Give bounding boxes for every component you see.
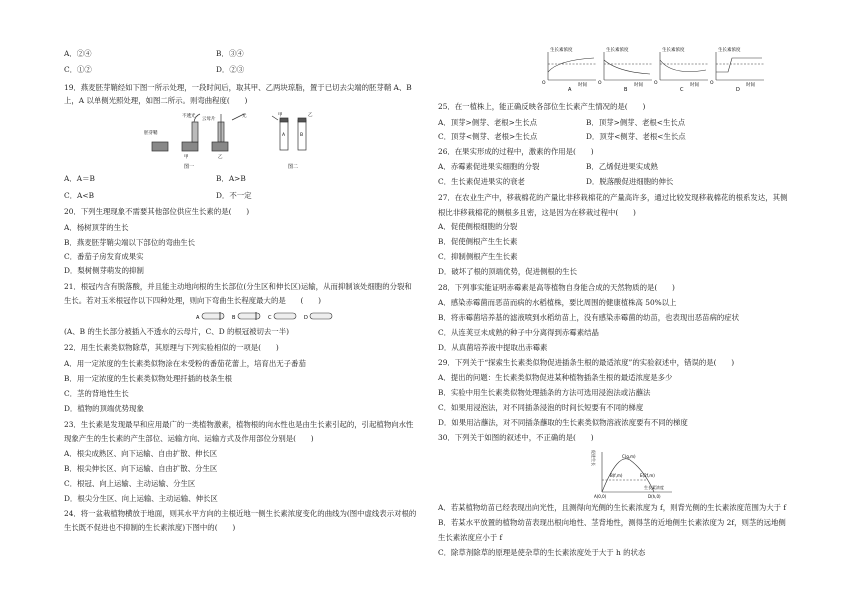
q24-ylab-c: 生长素浓度 bbox=[662, 48, 685, 53]
q27-stem-line2: 根比非移栽棉花的侧根多且密，这是因为在移栽过程中( ) bbox=[438, 208, 636, 217]
q28-option-a: A．感染赤霉菌而恶苗而病的水稻植株，要比周围的健康植株高 50%以上 bbox=[438, 298, 677, 307]
q25-option-b: B．顶芽>侧芽、老根<生长点 bbox=[586, 118, 686, 127]
q19-stem-line1: 19．燕麦胚芽鞘经如下图一所示处理，一段时间后，取其甲、乙两块琼脂，置于已切去尖端的胚芽鞘 A、B bbox=[64, 83, 412, 92]
q30-option-c: C．除草剂除草的原理是使杂草的生长素浓度处于大于 h 的状态 bbox=[438, 548, 646, 557]
q19-label-mica: 云母片 bbox=[202, 117, 216, 122]
q19-label-jia2: 甲 bbox=[278, 113, 283, 118]
q23-stem-line2: 现象产生的生长素的产生部位、运输方向、运输方式及作用部位分别是( ) bbox=[64, 434, 314, 443]
q28-option-c: C．从连荚豆未成熟的种子中分离得到赤霉素结晶 bbox=[438, 328, 599, 337]
q24-xlab-c: 时间 bbox=[690, 83, 699, 88]
q25-option-c: C．顶芽<侧芽、老根>生长点 bbox=[438, 132, 538, 141]
q30-figure bbox=[588, 448, 680, 500]
q20-option-d: D．梨树侧芽萌发的抑制 bbox=[64, 266, 144, 275]
q23-stem-line1: 23．生长素是发现最早和应用最广的一类植物激素，植物根的向水性也是由生长素引起的，引起植物向水性 bbox=[64, 420, 414, 429]
q24-panel-c: C bbox=[680, 87, 684, 92]
q26-option-c: C．生长素促进果实的衰老 bbox=[438, 177, 525, 186]
q20-option-b: B．燕麦胚芽鞘尖端以下部位的弯曲生长 bbox=[64, 238, 196, 247]
q24-panel-b: B bbox=[624, 87, 628, 92]
q26-option-a: A．赤霉素促进果实细胞的分裂 bbox=[438, 162, 540, 171]
q24-stem-line1: 24．将一盆栽植物横放于地面，则其水平方向的主根近地一侧生长素浓度变化的曲线为(图中虚线表示对根的 bbox=[64, 509, 417, 518]
q19-option-a: A．A＝B bbox=[64, 174, 95, 183]
q30-option-b-line1: B．若某水平放置的植物幼苗表现出根向地性、茎背地性，测得茎的近地侧生长素浓度为 2f，则茎的远地侧 bbox=[438, 518, 786, 527]
q30-point-e: E(2f,m) bbox=[640, 473, 655, 478]
q30-stem: 30．下列关于如图的叙述中，不正确的是( ) bbox=[438, 433, 594, 442]
q30-option-a: A．若某植物幼苗已经表现出向光性，且测得向光侧的生长素浓度为 f，则背光侧的生长素浓度范围为大于 f bbox=[438, 503, 787, 512]
q19-label-yi2: 乙 bbox=[308, 113, 313, 118]
q29-option-c: C．如果用浸泡法，对不同插条浸泡的时间长短要有不同的梯度 bbox=[438, 403, 644, 412]
q24-figure bbox=[538, 46, 778, 92]
q27-option-c: C．抑制侧根产生生长素 bbox=[438, 252, 518, 261]
q30-point-a: A(0,0) bbox=[594, 494, 607, 499]
q18-option-b: B．③④ bbox=[216, 49, 244, 58]
q25-option-a: A．顶芽>侧芽、老根>生长点 bbox=[438, 118, 538, 127]
q24-origin-d: O bbox=[710, 81, 714, 86]
q29-option-a: A．提出的问题：生长素类似物促进某种植物插条生根的最适浓度是多少 bbox=[438, 373, 673, 382]
q23-option-d: D．根尖分生区、向上运输、主动运输、伸长区 bbox=[64, 494, 218, 503]
q24-ylab-d: 生长素浓度 bbox=[718, 48, 741, 53]
q20-stem: 20．下列生理现象不需要其他部位供应生长素的是( ) bbox=[64, 207, 250, 216]
q19-label-B: B bbox=[300, 133, 304, 138]
q26-option-d: D．脱落酸促进细胞的伸长 bbox=[586, 177, 674, 186]
q21-label-b: B bbox=[232, 315, 236, 321]
q19-label-light: 光 bbox=[242, 114, 247, 119]
q21-figure bbox=[194, 310, 344, 324]
q24-xlab-b: 时间 bbox=[634, 83, 643, 88]
q25-option-d: D．顶芽<侧芽、老根<生长点 bbox=[586, 132, 686, 141]
q19-label-slip: 胚芽鞘 bbox=[144, 131, 158, 136]
q29-stem: 29．下列关于“探索生长素类似物促进插条生根的最适浓度”的实验叙述中，错误的是( ) bbox=[438, 358, 735, 367]
q27-option-b: B．促使侧根产生生长素 bbox=[438, 237, 518, 246]
q30-option-b-line2: 生长素浓度应小于 f bbox=[438, 533, 503, 542]
q19-stem-line2: 上，A 以单侧光照处理，如图二所示。则弯曲程度( ) bbox=[64, 96, 248, 105]
q30-xlabel: 生长素浓度 bbox=[644, 485, 664, 490]
q24-ylab-b: 生长素浓度 bbox=[606, 48, 629, 53]
q20-option-c: C．番茄子房发育成果实 bbox=[64, 252, 144, 261]
q24-origin-b: O bbox=[598, 81, 602, 86]
q22-option-b: B．用一定浓度的生长素类似物处理扦插的枝条生根 bbox=[64, 374, 233, 383]
q24-ylab-a: 生长素浓度 bbox=[550, 48, 573, 53]
q25-stem: 25．在一植株上，能正确反映各部位生长素产生情况的是( ) bbox=[438, 102, 646, 111]
q27-stem-line1: 27．在农业生产中，移栽棉花的产量比非移栽棉花的产量高许多，通过比较发现移栽棉花的根系发达，其侧 bbox=[438, 193, 788, 202]
q24-xlab-d: 时间 bbox=[746, 83, 755, 88]
q21-stem-line2: 生长。若对玉米根冠作以下四种处理，则向下弯曲生长程度最大的是 ( ) bbox=[64, 296, 322, 305]
q19-option-d: D．不一定 bbox=[216, 191, 252, 200]
q30-point-b: B(f,m) bbox=[610, 473, 623, 478]
q26-stem: 26．在果实形成的过程中，激素的作用是( ) bbox=[438, 147, 594, 156]
q19-label-cloth: 不透光 bbox=[182, 114, 196, 119]
q23-option-c: C．根冠、向上运输、主动运输、分生区 bbox=[64, 479, 196, 488]
q30-point-c: C(g,m) bbox=[622, 454, 636, 459]
q18-option-d: D．②③ bbox=[216, 65, 245, 74]
q19-fig2-caption: 图二 bbox=[288, 164, 299, 170]
q23-option-a: A．根尖成熟区、向下运输、自由扩散、伸长区 bbox=[64, 449, 218, 458]
q21-label-c: C bbox=[268, 315, 272, 321]
q29-option-b: B．实验中用生长素类似物处理插条的方法可选用浸泡法或沾蘸法 bbox=[438, 388, 651, 397]
q24-origin-a: O bbox=[542, 81, 546, 86]
q19-option-b: B．A>B bbox=[216, 174, 246, 183]
q24-stem-line2: 生长既不促进也不抑制的生长素浓度)下图中的( ) bbox=[64, 523, 236, 532]
q19-figure bbox=[144, 110, 364, 170]
q22-option-d: D．植物的顶端优势现象 bbox=[64, 404, 144, 413]
q29-option-d: D．如果用沾蘸法，对不同插条蘸取的生长素类似物溶液浓度要有不同的梯度 bbox=[438, 418, 688, 427]
q24-panel-a: A bbox=[568, 87, 572, 92]
q30-ylabel: 促进生长 bbox=[591, 450, 596, 466]
q24-panel-d: D bbox=[736, 87, 740, 92]
q24-xlab-a: 时间 bbox=[578, 83, 587, 88]
q21-stem-line1: 21．根冠内含有脱落酸，并且能主动地向根的生长部位(分生区和伸长区)运输，从而抑制该处细胞的分裂和 bbox=[64, 282, 412, 291]
q23-option-b: B．根尖伸长区、向下运输、自由扩散、分生区 bbox=[64, 464, 218, 473]
q30-point-d: D(h,0) bbox=[648, 494, 661, 499]
q22-option-a: A．用一定浓度的生长素类似物涂在未受粉的番茄花蕾上，培育出无子番茄 bbox=[64, 359, 306, 368]
q20-option-a: A．杨树顶芽的生长 bbox=[64, 223, 129, 232]
q18-option-c: C．①② bbox=[64, 65, 92, 74]
q19-option-c: C．A<B bbox=[64, 191, 95, 200]
q22-stem: 22．用生长素类似物除草，其原理与下列实验相似的一项是( ) bbox=[64, 343, 279, 352]
q19-label-A: A bbox=[282, 133, 286, 138]
q27-option-d: D．破坏了根的顶端优势，促进侧根的生长 bbox=[438, 267, 577, 276]
q19-fig1-caption: 图一 bbox=[184, 164, 195, 170]
q19-label-jia: 甲 bbox=[184, 155, 189, 160]
q18-option-a: A．②④ bbox=[64, 49, 92, 58]
q19-label-yi: 乙 bbox=[218, 155, 223, 160]
q22-option-c: C．茎的背地性生长 bbox=[64, 389, 129, 398]
q26-option-b: B．乙烯促进果实成熟 bbox=[586, 162, 658, 171]
q21-note: (A、B 的生长部分被插入不透水的云母片，C、D 的根冠被切去一半) bbox=[64, 327, 289, 336]
q27-option-a: A．促使侧根细胞的分裂 bbox=[438, 222, 518, 231]
q28-stem: 28．下列事实能证明赤霉素是高等植物自身能合成的天然物质的是( ) bbox=[438, 283, 675, 292]
q21-label-a: A bbox=[196, 315, 200, 321]
q21-label-d: D bbox=[304, 315, 308, 321]
q28-option-d: D．从真菌培养液中提取出赤霉素 bbox=[438, 343, 548, 352]
q24-origin-c: O bbox=[654, 81, 658, 86]
q28-option-b: B．将赤霉菌培养基的滤液喷到水稻幼苗上，没有感染赤霉菌的幼苗，也表现出恶苗病的症状 bbox=[438, 313, 740, 322]
